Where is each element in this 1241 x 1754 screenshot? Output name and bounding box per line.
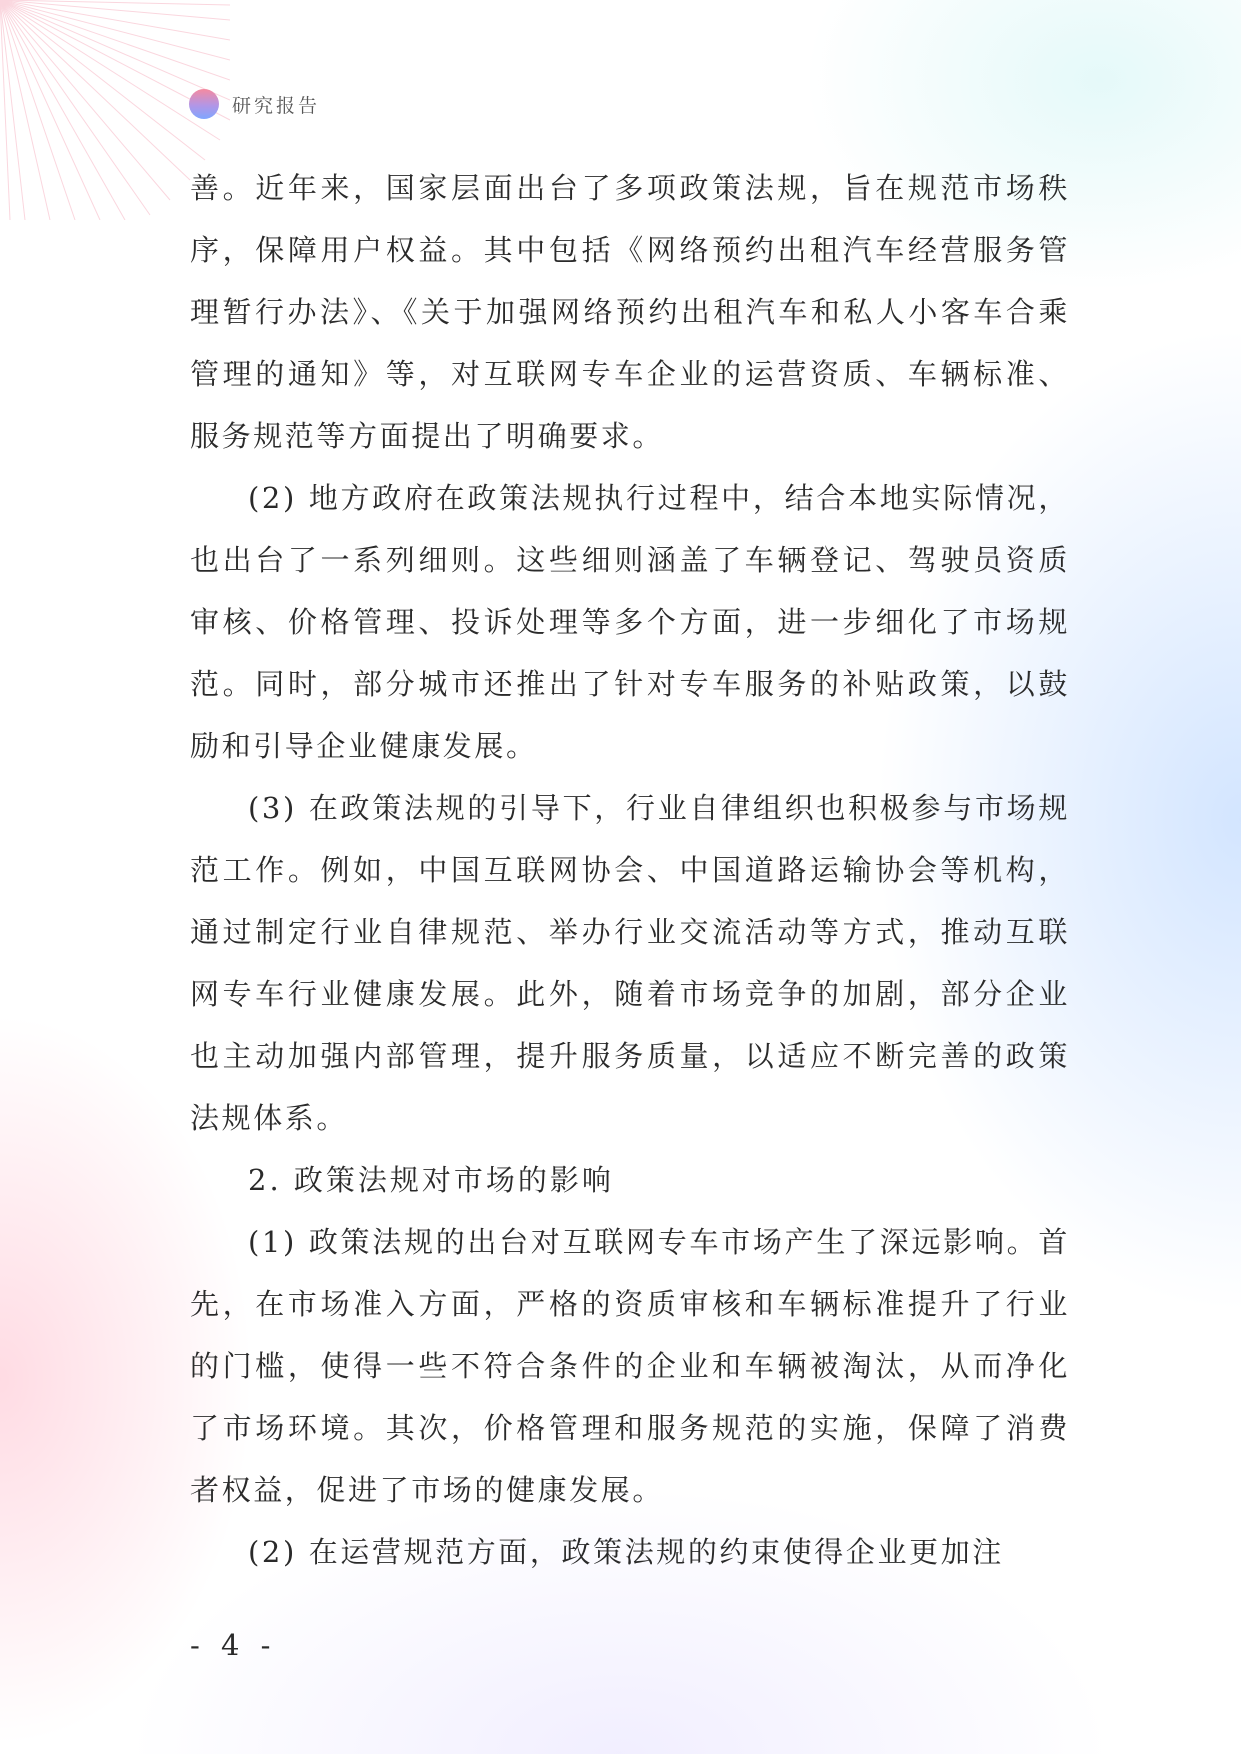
paragraph-industry-self-regulation: (3) 在政策法规的引导下，行业自律组织也积极参与市场规范工作。例如，中国互联网协会、中国道路运输协会等机构，通过制定行业自律规范、举办行业交流活动等方式，推动互联网专车行业健康发展。此外，随着市场竞争的加剧，部分企业也主动加强内部管理，提升服务质量，以适应不断完善的政策法规体系。 (190, 791, 1070, 1135)
header-title: 研究报告 (232, 94, 321, 117)
report-header (189, 89, 320, 119)
paragraph-operation-norms: (2) 在运营规范方面，政策法规的约束使得企业更加注 (248, 1535, 1004, 1569)
paragraph-local-regulations: (2) 地方政府在政策法规执行过程中，结合本地实际情况，也出台了一系列细则。这些细则涵盖了车辆登记、驾驶员资质审核、价格管理、投诉处理等多个方面，进一步细化了市场规范。同时，部分城市还推出了针对专车服务的补贴政策，以鼓励和引导企业健康发展。 (190, 481, 1070, 763)
section-heading: 2. 政策法规对市场的影响 (248, 1163, 614, 1197)
document-body (190, 157, 1070, 1583)
paragraph-continued: 善。近年来，国家层面出台了多项政策法规，旨在规范市场秩序，保障用户权益。其中包括《网络预约出租汽车经营服务管理暂行办法》、《关于加强网络预约出租汽车和私人小客车合乘管理的通知》等，对互联网专车企业的运营资质、车辆标准、服务规范等方面提出了明确要求。 (190, 171, 1070, 453)
logo-circle-icon (189, 89, 219, 119)
page-number: - 4 - (190, 1628, 277, 1662)
paragraph-market-impact: (1) 政策法规的出台对互联网专车市场产生了深远影响。首先，在市场准入方面，严格的资质审核和车辆标准提升了行业的门槛，使得一些不符合条件的企业和车辆被淘汰，从而净化了市场环境。其次，价格管理和服务规范的实施，保障了消费者权益，促进了市场的健康发展。 (190, 1225, 1070, 1507)
